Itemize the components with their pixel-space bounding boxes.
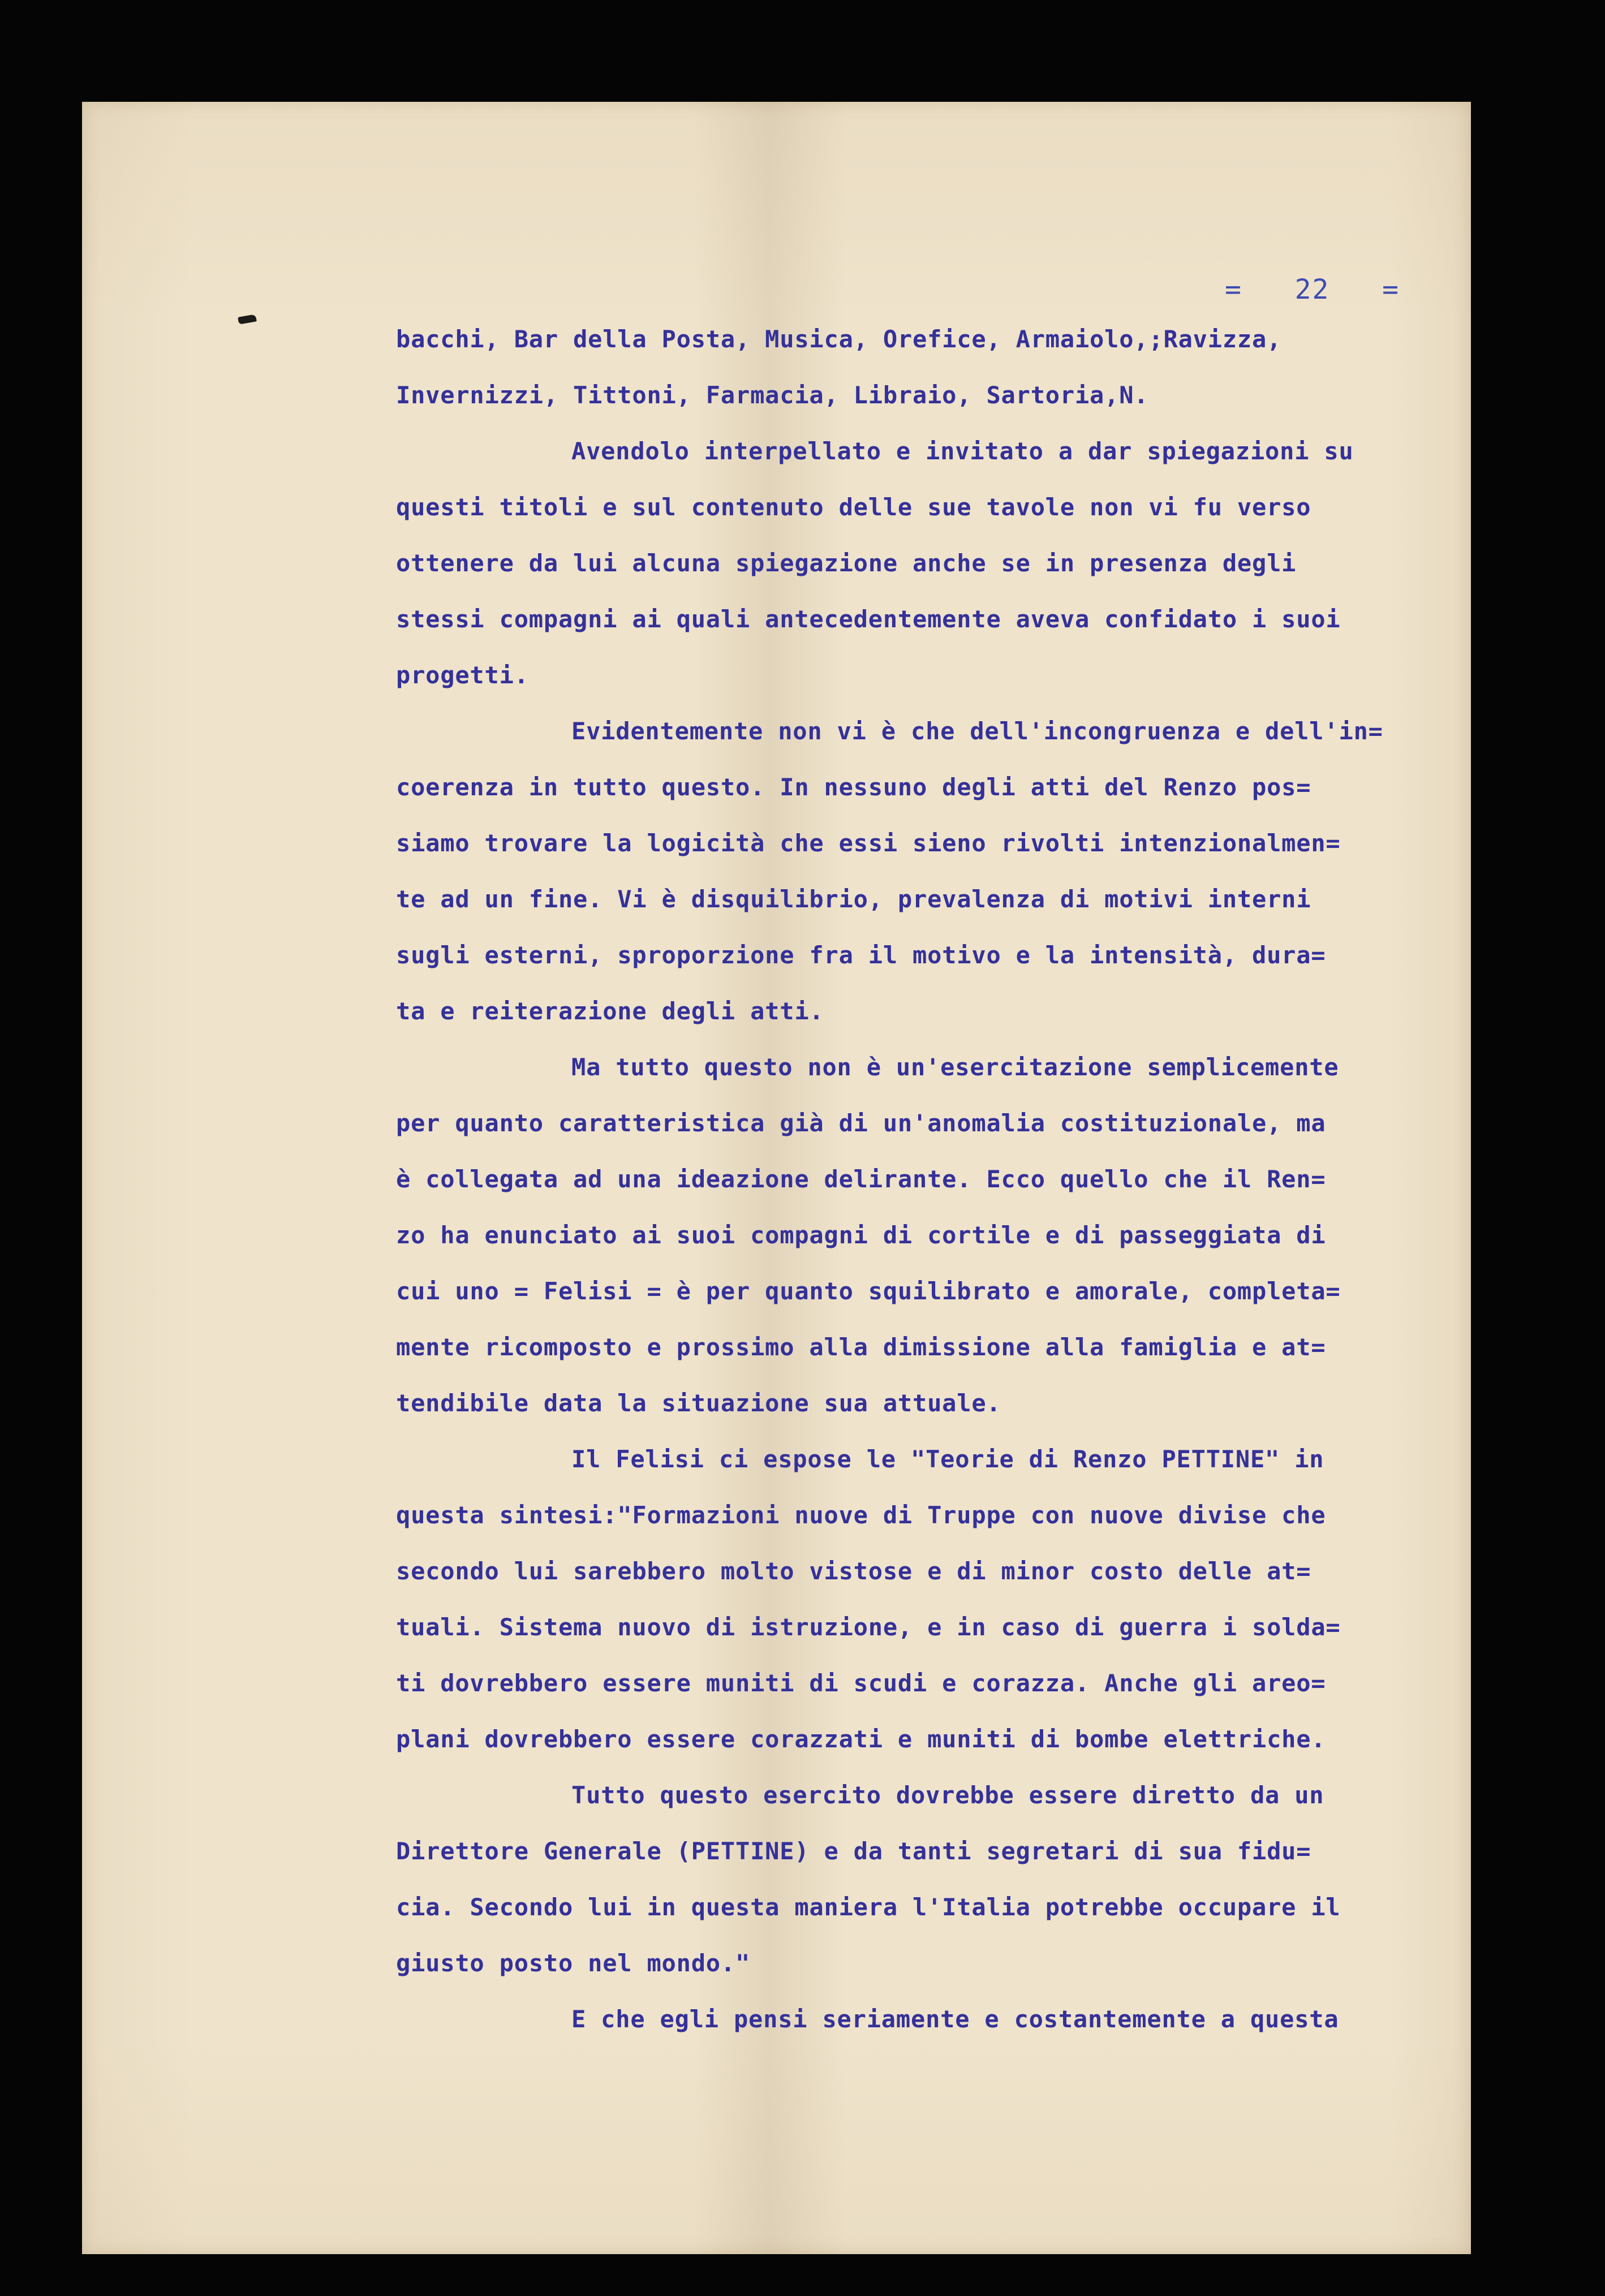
text-line: tendibile data la situazione sua attuale. (396, 1389, 1001, 1417)
text-line: cui uno = Felisi = è per quanto squilibrato e amorale, completa= (396, 1277, 1341, 1305)
text-line: te ad un fine. Vi è disquilibrio, prevalenza di motivi interni (396, 885, 1311, 913)
text-line: Direttore Generale (PETTINE) e da tanti segretari di sua fidu= (396, 1837, 1311, 1865)
text-line: ottenere da lui alcuna spiegazione anche se in presenza degli (396, 549, 1297, 577)
text-line: Invernizzi, Tittoni, Farmacia, Libraio, Sartoria,N. (396, 381, 1149, 409)
text-line: giusto posto nel mondo." (396, 1949, 751, 1977)
text-line: coerenza in tutto questo. In nessuno degli atti del Renzo pos= (396, 773, 1311, 801)
text-line: Il Felisi ci espose le "Teorie di Renzo PETTINE" in (571, 1445, 1324, 1473)
text-line: Avendolo interpellato e invitato a dar spiegazioni su (571, 437, 1354, 465)
text-line: plani dovrebbero essere corazzati e muniti di bombe elettriche. (396, 1725, 1326, 1753)
text-line: Ma tutto questo non è un'esercitazione semplicemente (571, 1053, 1339, 1081)
text-line: mente ricomposto e prossimo alla dimissione alla famiglia e at= (396, 1333, 1326, 1361)
text-line: ti dovrebbero essere muniti di scudi e corazza. Anche gli areo= (396, 1669, 1326, 1697)
text-line: questi titoli e sul contenuto delle sue tavole non vi fu verso (396, 493, 1311, 521)
text-line: zo ha enunciato ai suoi compagni di cortile e di passeggiata di (396, 1221, 1326, 1249)
text-line: Evidentemente non vi è che dell'incongruenza e dell'in= (571, 717, 1383, 745)
text-line: E che egli pensi seriamente e costantemente a questa (571, 2005, 1339, 2033)
text-line: sugli esterni, sproporzione fra il motivo e la intensità, dura= (396, 941, 1326, 969)
page-number: = 22 = (1225, 274, 1400, 305)
text-line: stessi compagni ai quali antecedentemente aveva confidato i suoi (396, 605, 1341, 633)
text-line: siamo trovare la logicità che essi sieno rivolti intenzionalmen= (396, 829, 1341, 857)
text-line: cia. Secondo lui in questa maniera l'Italia potrebbe occupare il (396, 1893, 1341, 1921)
text-line: progetti. (396, 661, 529, 689)
text-line: tuali. Sistema nuovo di istruzione, e in caso di guerra i solda= (396, 1613, 1341, 1641)
text-line: secondo lui sarebbero molto vistose e di minor costo delle at= (396, 1557, 1311, 1585)
text-line: bacchi, Bar della Posta, Musica, Orefice, Armaiolo,;Ravizza, (396, 325, 1282, 353)
typewritten-text (396, 311, 1494, 2047)
ink-mark (238, 314, 257, 324)
text-line: ta e reiterazione degli atti. (396, 997, 824, 1025)
text-line: per quanto caratteristica già di un'anomalia costituzionale, ma (396, 1109, 1326, 1137)
text-line: Tutto questo esercito dovrebbe essere diretto da un (571, 1781, 1324, 1809)
text-line: questa sintesi:"Formazioni nuove di Truppe con nuove divise che (396, 1501, 1326, 1529)
text-line: è collegata ad una ideazione delirante. Ecco quello che il Ren= (396, 1165, 1326, 1193)
